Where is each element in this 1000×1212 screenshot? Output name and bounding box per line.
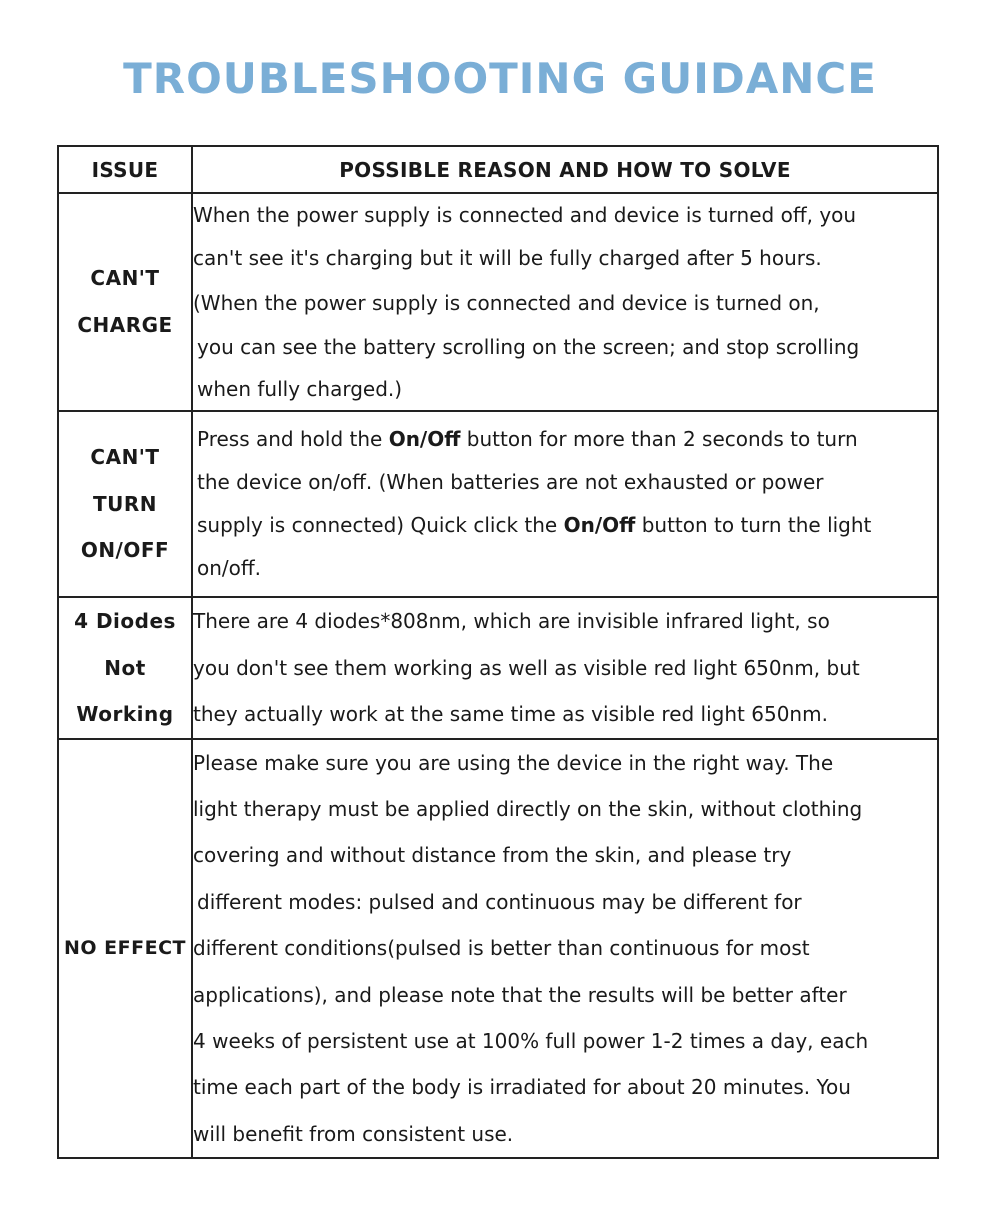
reason-line: can't see it's charging but it will be fully charged after 5 hours. <box>193 246 822 270</box>
table-header-row <box>58 146 938 193</box>
issue-label: CHARGE <box>77 313 173 337</box>
column-header-reason: POSSIBLE REASON AND HOW TO SOLVE <box>192 146 938 193</box>
reason-line: different conditions(pulsed is better than continuous for most <box>193 936 810 961</box>
reason-line: light therapy must be applied directly on the skin, without clothing <box>193 796 863 821</box>
table-row <box>58 411 938 597</box>
reason-line: Press and hold the On/Off button for more than 2 seconds to turn <box>197 427 858 451</box>
page-title: TROUBLESHOOTING GUIDANCE <box>123 54 877 103</box>
reason-line: time each part of the body is irradiated for about 20 minutes. You <box>193 1075 851 1100</box>
reason-line: Please make sure you are using the device in the right way. The <box>193 750 834 775</box>
issue-label: TURN <box>92 491 158 516</box>
reason-line: you don't see them working as well as visible red light 650nm, but <box>193 655 860 680</box>
reason-cell <box>192 739 938 1159</box>
reason-line: the device on/off. (When batteries are not exhausted or power <box>197 470 824 494</box>
issue-label: CAN'T <box>90 266 160 290</box>
reason-line: when fully charged.) <box>197 377 403 401</box>
issue-label: NO EFFECT <box>64 937 186 960</box>
reason-line: they actually work at the same time as visible red light 650nm. <box>193 702 828 726</box>
column-header-issue: ISSUE <box>58 146 192 193</box>
reason-line: applications), and please note that the results will be better after <box>193 982 847 1007</box>
issue-label: CAN'T <box>90 445 160 470</box>
reason-line: There are 4 diodes*808nm, which are invisible infrared light, so <box>193 609 830 633</box>
on-off-emphasis: On/Off <box>388 427 461 451</box>
table-row <box>58 739 938 1159</box>
reason-line: (When the power supply is connected and device is turned on, <box>193 291 820 315</box>
issue-label: Working <box>76 702 174 726</box>
reason-line: you can see the battery scrolling on the screen; and stop scrolling <box>197 335 860 359</box>
reason-line: covering and without distance from the skin, and please try <box>193 843 792 868</box>
issue-label: Not <box>104 655 146 680</box>
reason-line: different modes: pulsed and continuous may be different for <box>197 889 802 914</box>
reason-line: on/off. <box>197 556 262 580</box>
on-off-emphasis: On/Off <box>563 513 636 537</box>
issue-label: ON/OFF <box>80 538 170 563</box>
reason-cell <box>192 411 938 597</box>
issue-cell <box>58 739 192 1159</box>
issue-label: 4 Diodes <box>74 609 176 633</box>
table-row <box>58 193 938 411</box>
issue-cell <box>58 411 192 597</box>
table-row <box>58 597 938 739</box>
reason-line: When the power supply is connected and device is turned off, you <box>193 203 857 227</box>
issue-cell <box>58 193 192 411</box>
reason-cell <box>192 193 938 411</box>
reason-line: supply is connected) Quick click the On/Off button to turn the light <box>197 513 872 537</box>
reason-line: will benefit from consistent use. <box>193 1121 514 1146</box>
issue-cell <box>58 597 192 739</box>
reason-cell <box>192 597 938 739</box>
troubleshooting-table <box>57 145 939 1159</box>
reason-line: 4 weeks of persistent use at 100% full power 1-2 times a day, each <box>193 1028 869 1053</box>
